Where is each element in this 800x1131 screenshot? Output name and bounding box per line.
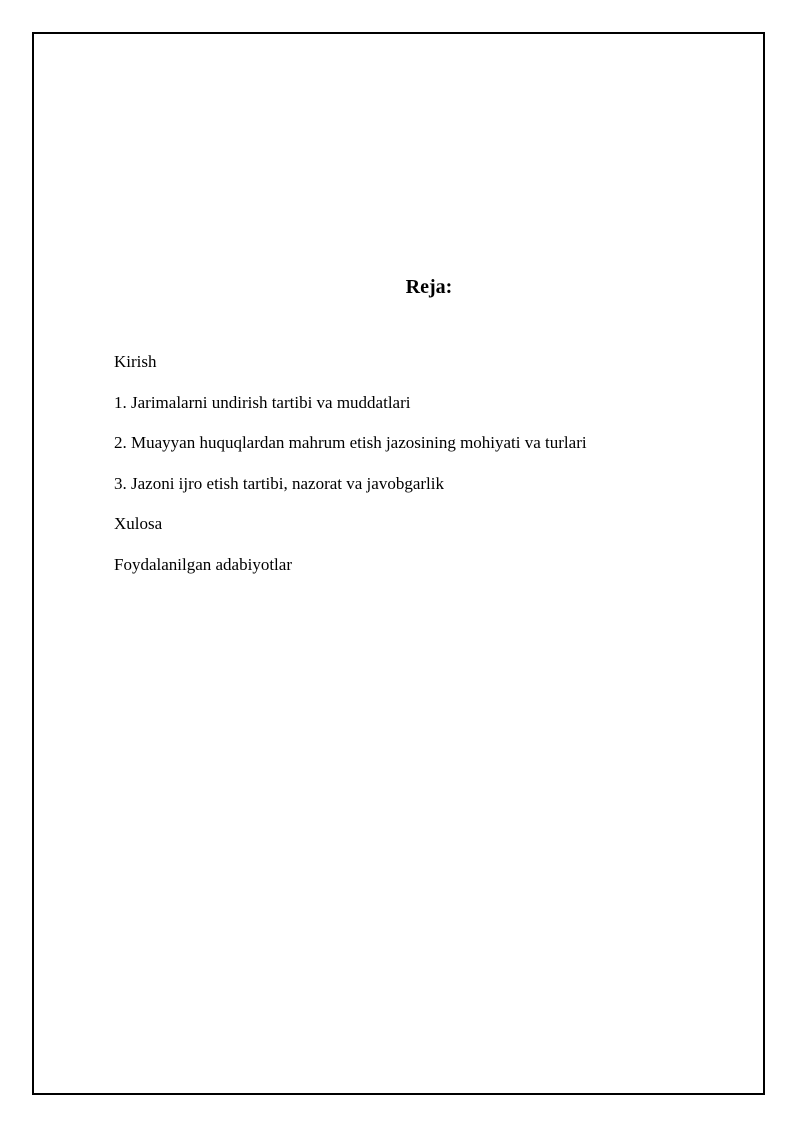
plan-title: Reja: (405, 276, 453, 298)
plan-item-2: 2. Muayyan huquqlardan mahrum etish jazosining mohiyati va turlari (114, 433, 587, 452)
plan-list (114, 350, 587, 593)
plan-item-1: 1. Jarimalarni undirish tartibi va muddatlari (114, 392, 411, 412)
plan-item-conclusion: Xulosa (114, 514, 163, 533)
plan-item-references: Foydalanilgan adabiyotlar (114, 554, 292, 574)
plan-item-3: 3. Jazoni ijro etish tartibi, nazorat va javobgarlik (114, 473, 444, 493)
plan-item-introduction: Kirish (114, 352, 157, 371)
